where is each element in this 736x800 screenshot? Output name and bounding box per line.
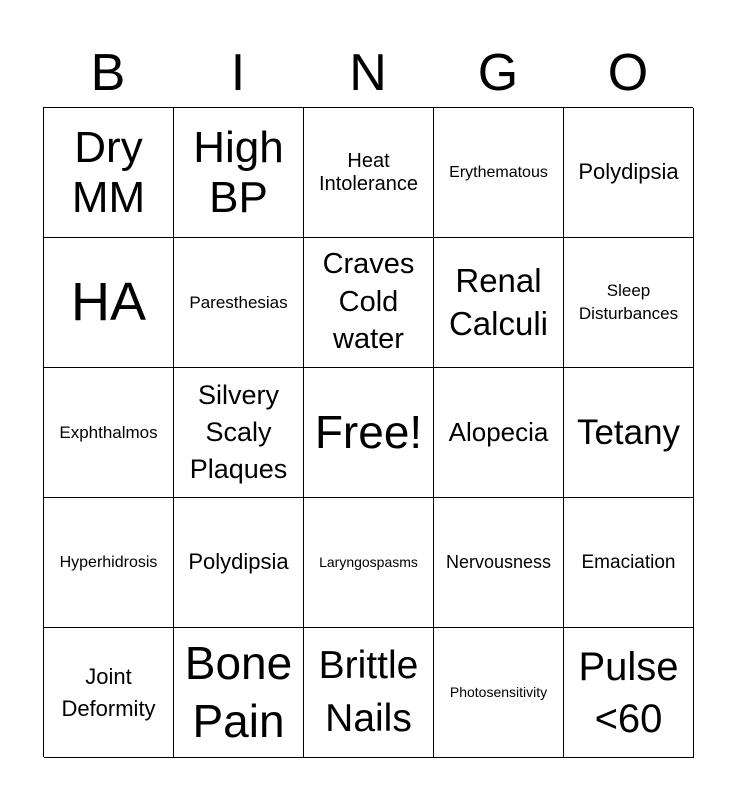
bingo-cell[interactable] xyxy=(434,498,564,628)
bingo-cell[interactable] xyxy=(564,368,694,498)
bingo-header xyxy=(43,40,693,106)
bingo-cell[interactable] xyxy=(564,498,694,628)
header-letter-g: G xyxy=(477,44,519,102)
cell-label: Dry MM xyxy=(71,123,146,222)
bingo-cell[interactable] xyxy=(304,498,434,628)
cell-label: Paresthesias xyxy=(189,292,288,312)
bingo-cell-free[interactable] xyxy=(304,368,434,498)
bingo-cell[interactable] xyxy=(44,108,174,238)
bingo-cell[interactable] xyxy=(44,628,174,758)
cell-label: Heat Intolerance xyxy=(319,150,418,195)
cell-label: HA xyxy=(70,272,146,333)
cell-label: Pulse <60 xyxy=(578,644,679,741)
bingo-cell[interactable] xyxy=(174,628,304,758)
cell-label: Tetany xyxy=(576,412,681,452)
bingo-cell[interactable] xyxy=(44,368,174,498)
cell-label: Emaciation xyxy=(581,551,676,573)
header-letter-i: I xyxy=(230,44,246,102)
bingo-cell[interactable] xyxy=(304,628,434,758)
bingo-cell[interactable] xyxy=(304,108,434,238)
cell-label: Bone Pain xyxy=(184,637,293,747)
cell-label: Silvery Scaly Plaques xyxy=(189,379,288,485)
header-letter-b: B xyxy=(90,44,126,102)
cell-label: Renal Calculi xyxy=(448,261,549,342)
cell-label: Joint Deformity xyxy=(61,663,156,721)
bingo-board xyxy=(43,107,693,757)
cell-label: Erythematous xyxy=(449,163,548,181)
cell-label: Alopecia xyxy=(448,416,549,447)
bingo-cell[interactable] xyxy=(434,238,564,368)
free-space-label: Free! xyxy=(314,405,423,458)
bingo-cell[interactable] xyxy=(174,368,304,498)
bingo-cell[interactable] xyxy=(564,108,694,238)
bingo-cell[interactable] xyxy=(304,238,434,368)
bingo-cell[interactable] xyxy=(44,498,174,628)
cell-label: Polydipsia xyxy=(188,549,289,575)
bingo-cell[interactable] xyxy=(434,628,564,758)
bingo-cell[interactable] xyxy=(564,628,694,758)
cell-label: Nervousness xyxy=(445,552,552,573)
header-letter-o: O xyxy=(607,44,649,102)
cell-label: Hyperhidrosis xyxy=(59,553,158,571)
bingo-cell[interactable] xyxy=(174,108,304,238)
cell-label: Exphthalmos xyxy=(59,422,158,442)
cell-label: High BP xyxy=(193,123,284,222)
bingo-cell[interactable] xyxy=(174,238,304,368)
cell-label: Brittle Nails xyxy=(318,643,419,740)
cell-label: Polydipsia xyxy=(578,159,679,185)
bingo-cell[interactable] xyxy=(434,108,564,238)
cell-label: Craves Cold water xyxy=(322,247,415,356)
cell-label: Sleep Disturbances xyxy=(578,280,679,323)
cell-label: Laryngospasms xyxy=(319,553,418,570)
bingo-cell[interactable] xyxy=(434,368,564,498)
header-letter-n: N xyxy=(349,44,387,102)
bingo-cell[interactable] xyxy=(564,238,694,368)
bingo-cell[interactable] xyxy=(44,238,174,368)
cell-label: Photosensitivity xyxy=(449,683,548,700)
bingo-cell[interactable] xyxy=(174,498,304,628)
